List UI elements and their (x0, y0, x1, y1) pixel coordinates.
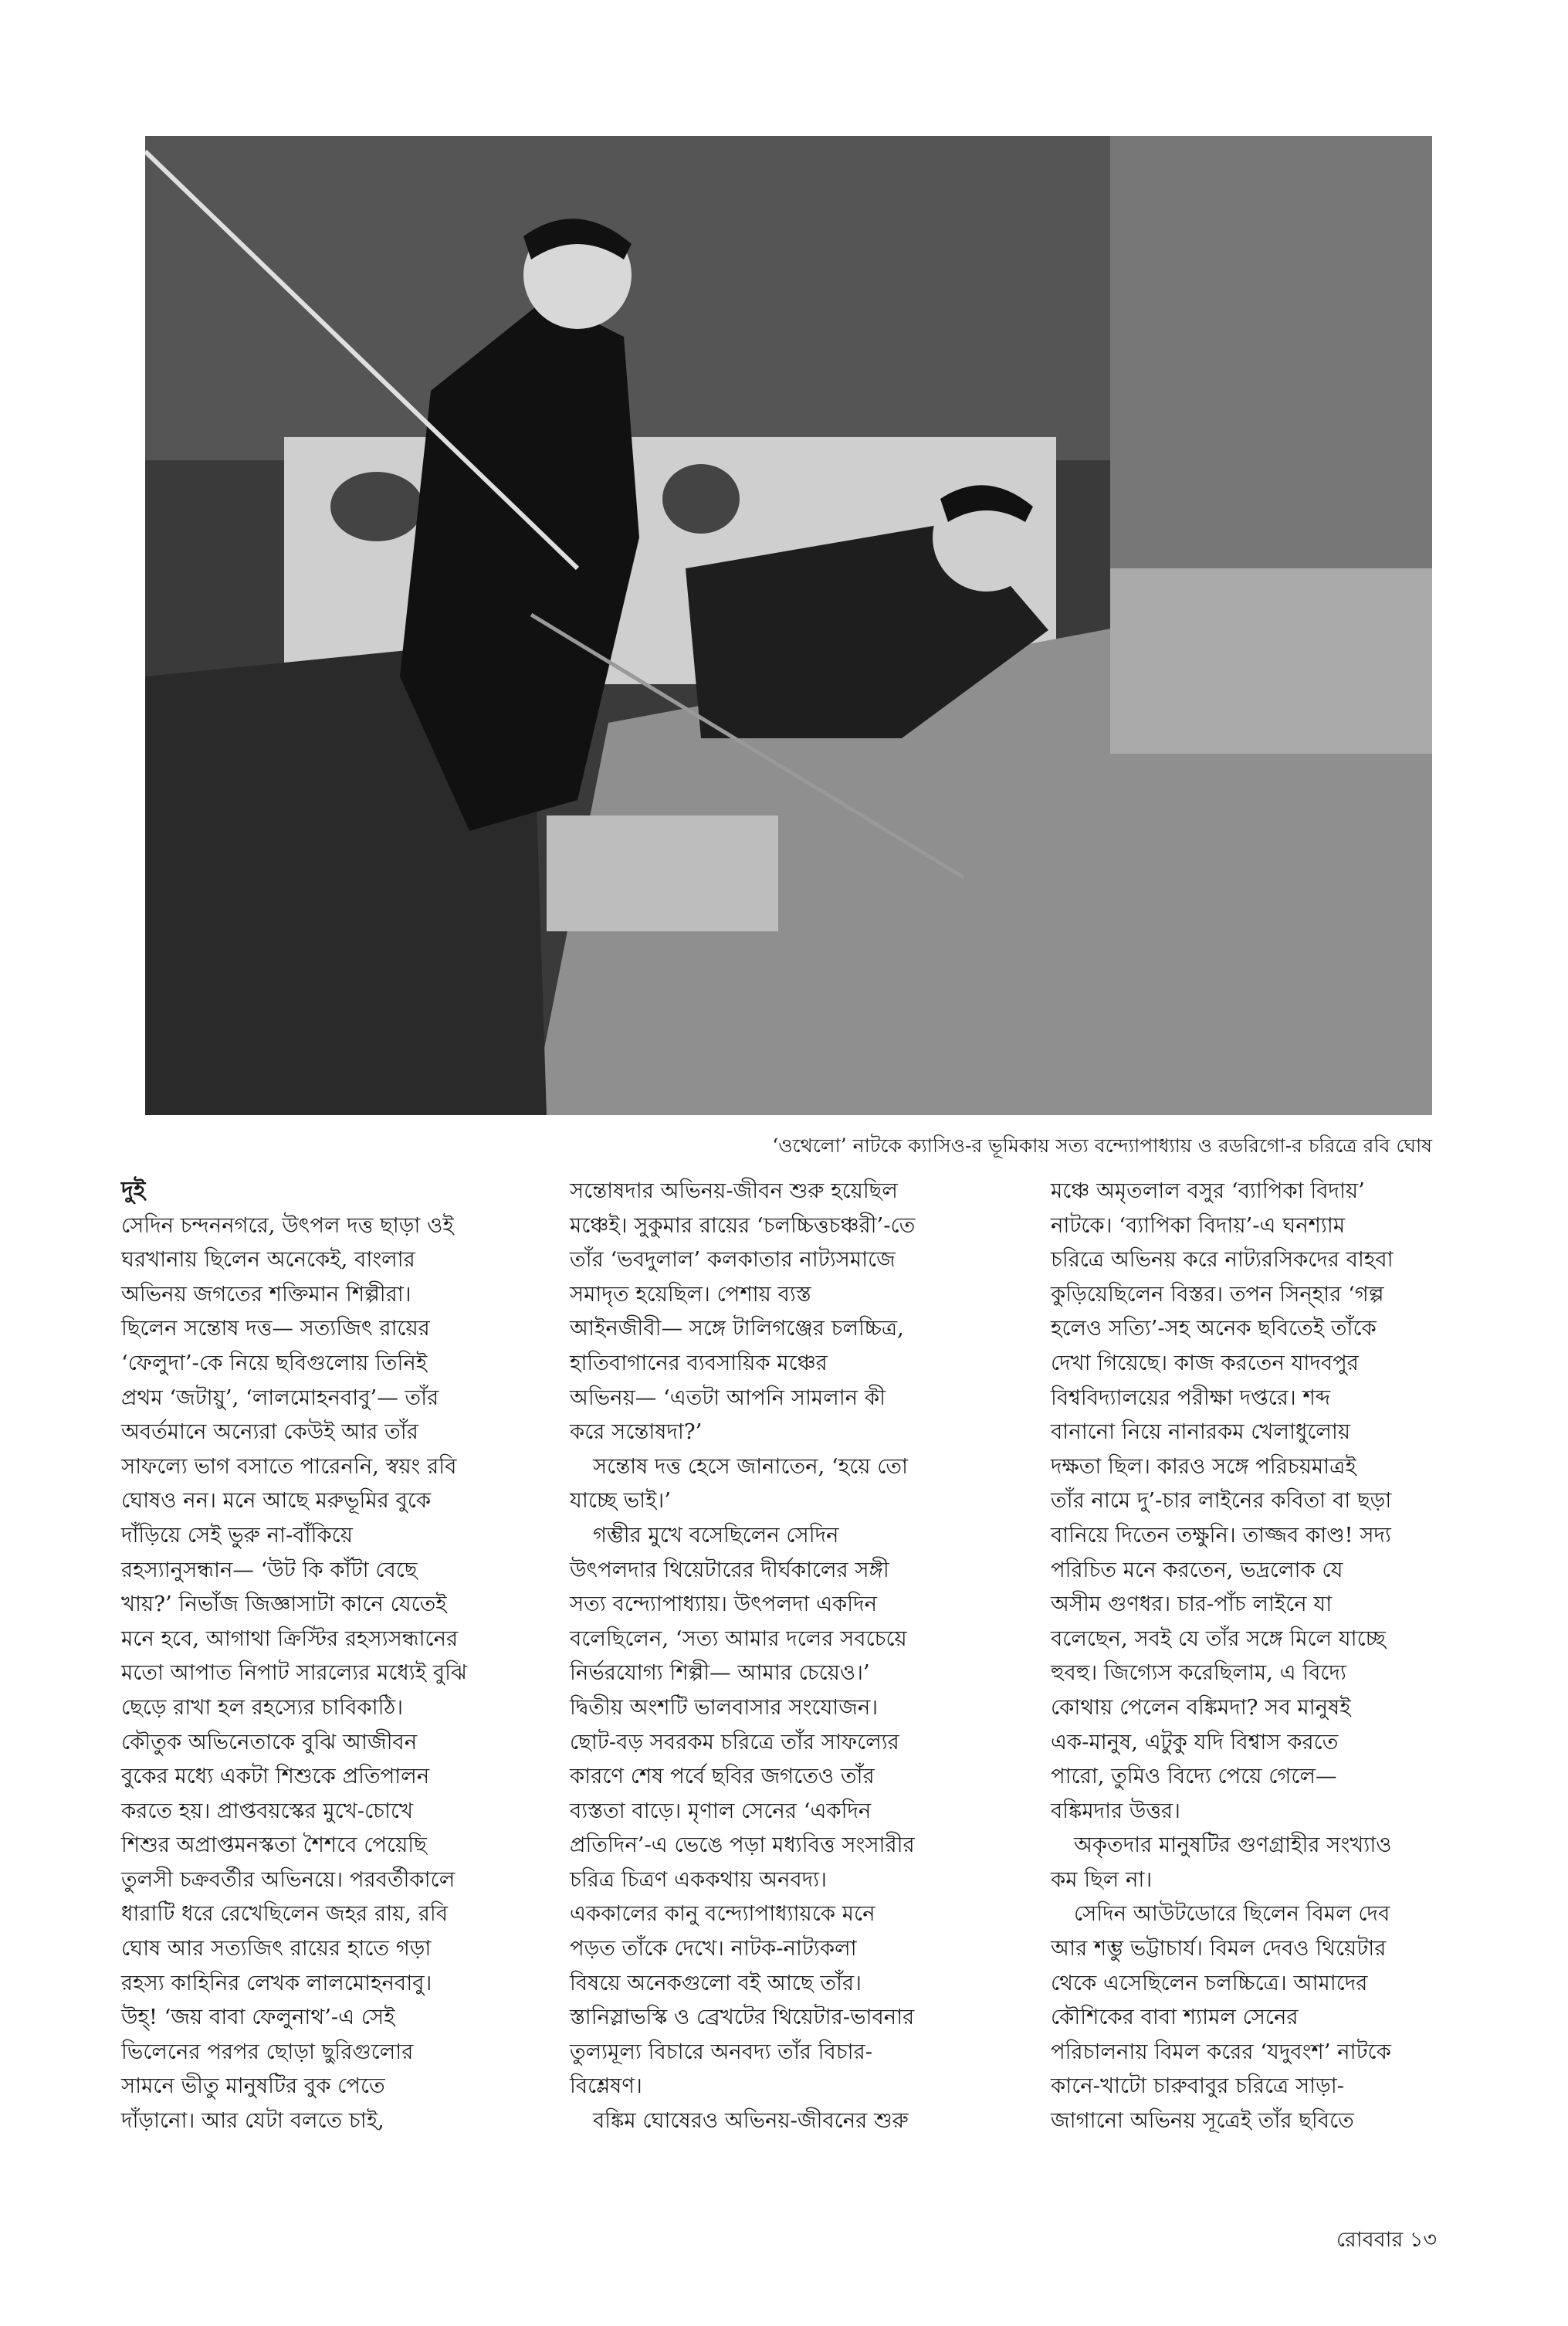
text-line: এক-মানুষ, এটুকু যদি বিশ্বাস করতে (1051, 1729, 1339, 1755)
text-line: অসীম গুণধর। চার-পাঁচ লাইনে যা (1051, 1592, 1333, 1617)
text-line: তাঁর ‘ভবদুলাল’ কলকাতার নাট্যসমাজে (570, 1247, 896, 1273)
text-line: ধারাটি ধরে রেখেছিলেন জহর রায়, রবি (121, 1901, 449, 1927)
text-line: ঘরখানায় ছিলেন অনেকেই, বাংলার (121, 1247, 415, 1273)
text-line: সন্তোষ দত্ত হেসে জানাতেন, ‘হয়ে তো (593, 1453, 908, 1479)
text-line: বলেছেন, সবই যে তাঁর সঙ্গে মিলে যাচ্ছে (1051, 1626, 1386, 1651)
text-line: হলেও সত্যি’-সহ অনেক ছবিতেই তাঁকে (1051, 1316, 1377, 1341)
text-line: বানিয়ে দিতেন তক্ষুনি। তাজ্জব কাণ্ড! সদ্য (1051, 1522, 1391, 1548)
text-line: ছোট-বড় সবরকম চরিত্রে তাঁর সাফল্যের (570, 1729, 899, 1755)
article-column-1 (121, 1174, 515, 2138)
text-line: ঘোষও নন। মনে আছে মরুভূমির বুকে (121, 1488, 432, 1514)
text-line: বিশ্লেষণ। (570, 2073, 642, 2099)
text-line: দাঁড়ানো। আর যেটা বলতে চাই, (121, 2108, 384, 2134)
text-line: হাতিবাগানের ব্যবসায়িক মঞ্চের (570, 1350, 828, 1375)
text-line: দাঁড়িয়ে সেই ভুরু না-বাঁকিয়ে (121, 1522, 353, 1548)
text-line: উৎপলদার থিয়েটারের দীর্ঘকালের সঙ্গী (570, 1557, 889, 1582)
text-line: এককালের কানু বন্দ্যোপাধ্যায়কে মনে (570, 1901, 875, 1927)
text-line: চরিত্রে অভিনয় করে নাট্যরসিকদের বাহবা (1051, 1247, 1394, 1273)
text-line: আইনজীবী— সঙ্গে টালিগঞ্জের চলচ্চিত্র, (570, 1316, 904, 1341)
text-line: বঙ্কিমদার উত্তর। (1051, 1798, 1180, 1823)
text-line: করে সন্তোষদা?’ (570, 1419, 703, 1445)
text-line: ব্যস্ততা বাড়ে। মৃণাল সেনের ‘একদিন (570, 1798, 872, 1823)
photo-caption: ‘ওথেলো’ নাটকে ক্যাসিও-র ভূমিকায় সত্য বন্দ্যোপাধ্যায় ও রডরিগো-র চরিত্রে রবি ঘোষ (772, 1134, 1432, 1157)
text-line: সন্তোষদার অভিনয়-জীবন শুরু হয়েছিল (570, 1178, 898, 1203)
text-line: মঞ্চে অমৃতলাল বসুর ‘ব্যাপিকা বিদায়’ (1051, 1178, 1365, 1203)
text-line: নাটকে। ‘ব্যাপিকা বিদায়’-এ ঘনশ্যাম (1051, 1212, 1346, 1238)
text-line: করতে হয়। প্রাপ্তবয়স্কের মুখে-চোখে (121, 1798, 414, 1823)
text-line: দক্ষতা ছিল। কারও সঙ্গে পরিচয়মাত্রই (1051, 1453, 1356, 1479)
article-column-2 (570, 1174, 963, 2138)
article-column-3 (1051, 1174, 1444, 2138)
text-line: স্তানিস্লাভস্কি ও ব্রেখটের থিয়েটার-ভাবনার (570, 2005, 915, 2030)
text-line: যাচ্ছে ভাই।’ (570, 1488, 671, 1514)
text-line: বিশ্ববিদ্যালয়ের পরীক্ষা দপ্তরে। শব্দ (1051, 1385, 1331, 1410)
text-line: রহস্যানুসন্ধান— ‘উট কি কাঁটা বেছে (121, 1557, 418, 1582)
stage-photo-illustration (145, 136, 1432, 1115)
text-line: সেদিন আউটডোরে ছিলেন বিমল দেব (1074, 1901, 1390, 1927)
text-line: বঙ্কিম ঘোষেরও অভিনয়-জীবনের শুরু (593, 2108, 909, 2134)
text-line: দেখা গিয়েছে। কাজ করতেন যাদবপুর (1051, 1350, 1359, 1375)
text-line: খায়?’ নিভাঁজ জিজ্ঞাসাটা কানে যেতেই (121, 1592, 447, 1617)
text-line: প্রতিদিন’-এ ভেঙে পড়া মধ্যবিত্ত সংসারীর (570, 1833, 915, 1858)
text-line: সমাদৃত হয়েছিল। পেশায় ব্যস্ত (570, 1281, 811, 1307)
text-line: শিশুর অপ্রাপ্তমনস্কতা শৈশবে পেয়েছি (121, 1833, 427, 1858)
text-line: তাঁর নামে দু’-চার লাইনের কবিতা বা ছড়া (1051, 1488, 1392, 1514)
page-number: রোববার ১৩ (1336, 2228, 1437, 2252)
text-line: তুলসী চক্রবর্তীর অভিনয়ে। পরবর্তীকালে (121, 1867, 455, 1892)
text-line: হুবহু। জিগ্যেস করেছিলাম, এ বিদ্যে (1051, 1660, 1346, 1686)
text-line: মঞ্চেই। সুকুমার রায়ের ‘চলচ্চিত্তচঞ্চরী’-তে (570, 1212, 916, 1238)
text-line: থেকে এসেছিলেন চলচ্চিত্রে। আমাদের (1051, 1970, 1368, 1995)
text-line: সত্য বন্দ্যোপাধ্যায়। উৎপলদা একদিন (570, 1592, 877, 1617)
text-line: তুল্যমূল্য বিচারে অনবদ্য তাঁর বিচার- (570, 2039, 873, 2064)
text-line: গম্ভীর মুখে বসেছিলেন সেদিন (593, 1522, 839, 1548)
text-line: ‘ফেলুদা’-কে নিয়ে ছবিগুলোয় তিনিই (121, 1350, 428, 1375)
text-line: কম ছিল না। (1051, 1867, 1153, 1892)
text-line: মতো আপাত নিপাট সারল্যের মধ্যেই বুঝি (121, 1660, 467, 1686)
text-line: সেদিন চন্দননগরে, উৎপল দত্ত ছাড়া ওই (121, 1212, 454, 1238)
text-line: কুড়িয়েছিলেন বিস্তর। তপন সিন্‌হার ‘গল্প (1051, 1281, 1384, 1307)
text-line: পারো, তুমিও বিদ্যে পেয়ে গেলে— (1051, 1764, 1337, 1789)
text-line: সামনে ভীতু মানুষটির বুক পেতে (121, 2073, 385, 2099)
text-line: কারণে শেষ পর্বে ছবির জগতেও তাঁর (570, 1764, 875, 1789)
text-line: জাগানো অভিনয় সূত্রেই তাঁর ছবিতে (1051, 2108, 1354, 2134)
text-line: আর শম্ভু ভট্টাচার্য। বিমল দেবও থিয়েটার (1051, 1936, 1387, 1962)
text-line: ঘোষ আর সত্যজিৎ রায়ের হাতে গড়া (121, 1936, 432, 1962)
text-line: সাফল্যে ভাগ বসাতে পারেননি, স্বয়ং রবি (121, 1453, 457, 1479)
text-line: অকৃতদার মানুষটির গুণগ্রাহীর সংখ্যাও (1074, 1833, 1392, 1858)
text-line: ছিলেন সন্তোষ দত্ত— সত্যজিৎ রায়ের (121, 1316, 430, 1341)
text-line: মনে হবে, আগাথা ক্রিস্টির রহস্যসন্ধানের (121, 1626, 459, 1651)
text-line: অবর্তমানে অন্যেরা কেউই আর তাঁর (121, 1419, 418, 1445)
text-line: ভিলেনের পরপর ছোড়া ছুরিগুলোর (121, 2039, 414, 2064)
text-line: কৌশিকের বাবা শ্যামল সেনের (1051, 2005, 1299, 2030)
text-line: নির্ভরযোগ্য শিল্পী— আমার চেয়েও।’ (570, 1660, 870, 1686)
text-line: বলেছিলেন, ‘সত্য আমার দলের সবচেয়ে (570, 1626, 907, 1651)
text-line: কোথায় পেলেন বঙ্কিমদা? সব মানুষই (1051, 1694, 1351, 1720)
section-heading: দুই (121, 1177, 146, 1204)
text-line: পরিচিত মনে করতেন, ভদ্রলোক যে (1051, 1557, 1343, 1582)
text-line: বুকের মধ্যে একটা শিশুকে প্রতিপালন (121, 1764, 430, 1789)
text-line: বিষয়ে অনেকগুলো বই আছে তাঁর। (570, 1970, 862, 1995)
text-line: পরিচালনায় বিমল করের ‘যদুবংশ’ নাটকে (1051, 2039, 1391, 2064)
text-line: অভিনয় জগতের শক্তিমান শিল্পীরা। (121, 1281, 411, 1307)
text-line: অভিনয়— ‘এতটা আপনি সামলান কী (570, 1385, 886, 1410)
stage-photo (145, 136, 1432, 1115)
text-line: ছেড়ে রাখা হল রহস্যের চাবিকাঠি। (121, 1694, 404, 1720)
text-line: কানে-খাটো চারুবাবুর চরিত্রে সাড়া- (1051, 2073, 1344, 2099)
text-line: দ্বিতীয় অংশটি ভালবাসার সংযোজন। (570, 1694, 879, 1720)
text-line: পড়ত তাঁকে দেখে। নাটক-নাট্যকলা (570, 1936, 857, 1962)
text-line: উহ্! ‘জয় বাবা ফেলুনাথ’-এ সেই (121, 2005, 395, 2030)
text-line: চরিত্র চিত্রণ এককথায় অনবদ্য। (570, 1867, 827, 1892)
text-line: রহস্য কাহিনির লেখক লালমোহনবাবু। (121, 1970, 432, 1995)
text-line: কৌতুক অভিনেতাকে বুঝি আজীবন (121, 1729, 418, 1755)
text-line: প্রথম ‘জটায়ু’, ‘লালমোহনবাবু’— তাঁর (121, 1385, 439, 1410)
text-line: বানানো নিয়ে নানারকম খেলাধুলোয় (1051, 1419, 1351, 1445)
